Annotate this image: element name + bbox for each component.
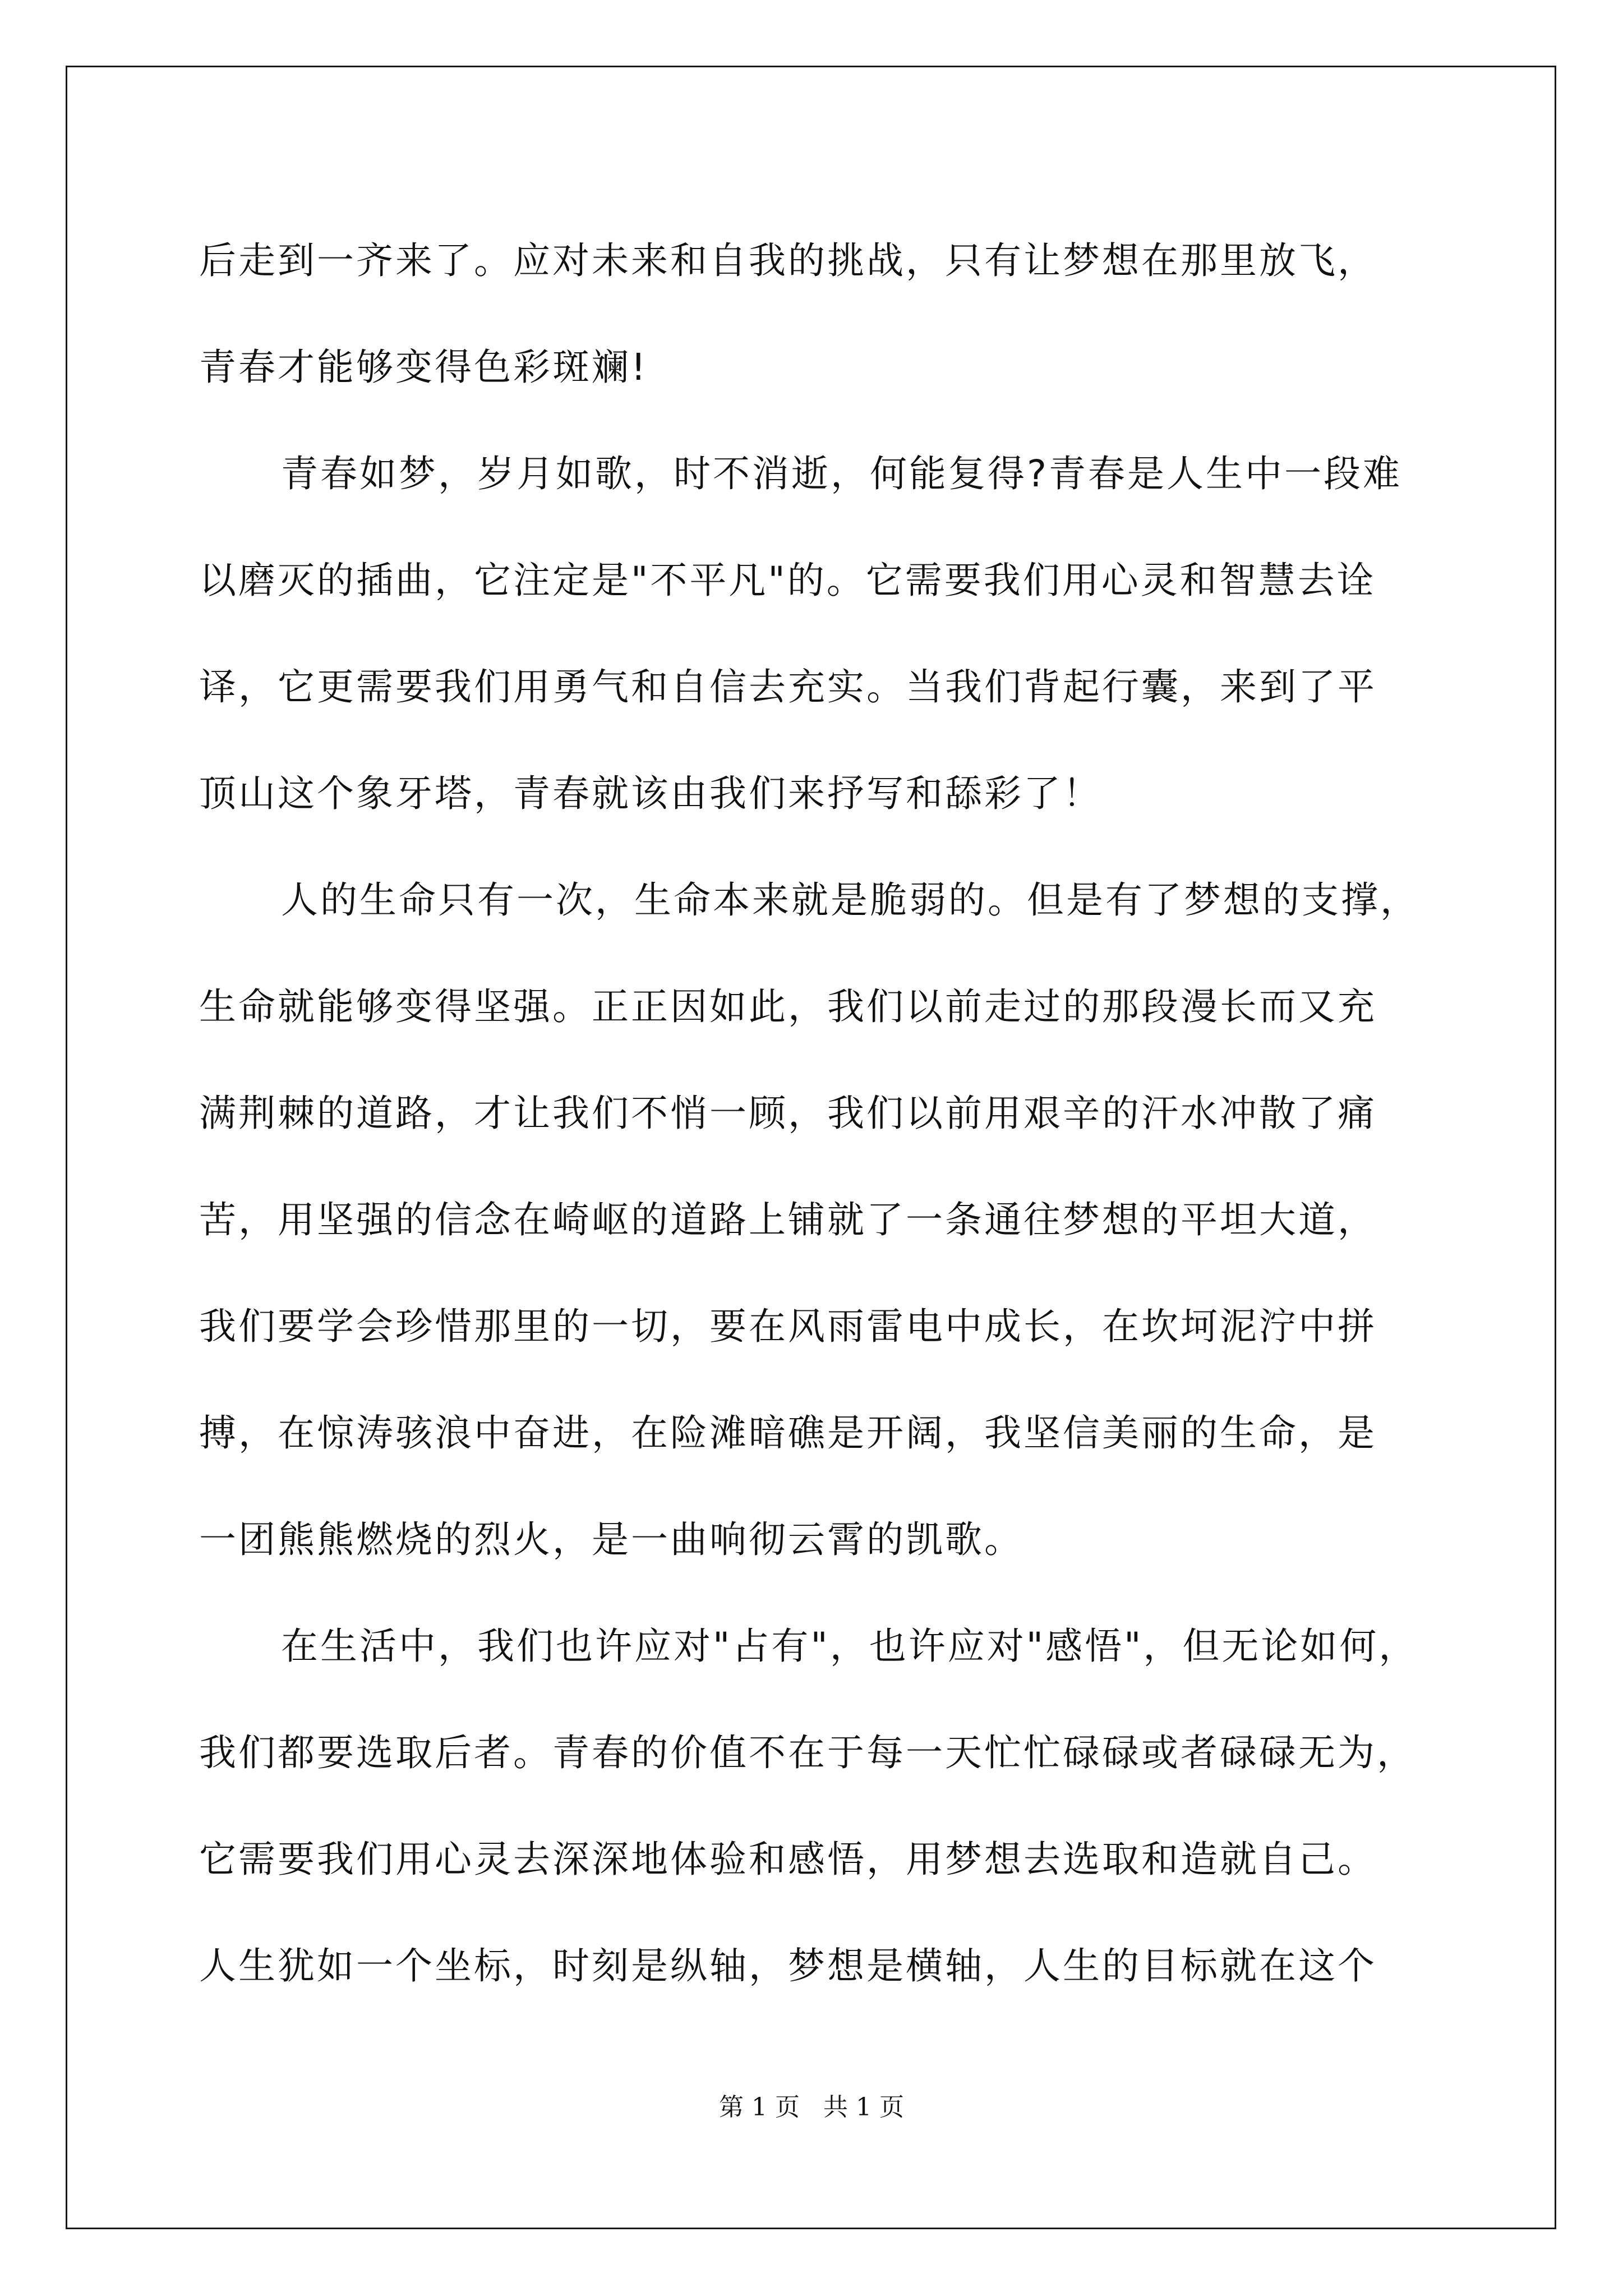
text-line: 以磨灭的插曲，它注定是"不平凡"的。它需要我们用心灵和智慧去诠: [199, 559, 1376, 602]
page-footer: [0, 2087, 1623, 2123]
text-line: 搏，在惊涛骇浪中奋进，在险滩暗礁是开阔，我坚信美丽的生命，是: [199, 1411, 1377, 1455]
text-line: 后走到一齐来了。应对未来和自我的挑战，只有让梦想在那里放飞，: [199, 239, 1377, 282]
text-line: 我们要学会珍惜那里的一切，要在风雨雷电中成长，在坎坷泥泞中拼: [199, 1305, 1377, 1348]
text-line: 满荆棘的道路，才让我们不悄一顾，我们以前用艰辛的汗水冲散了痛: [199, 1092, 1377, 1135]
text-line: 人生犹如一个坐标，时刻是纵轴，梦想是横轴，人生的目标就在这个: [199, 1944, 1377, 1987]
paragraph-first-line: 人的生命只有一次，生命本来就是脆弱的。但是有了梦想的支撑，: [281, 878, 1419, 922]
text-line: 译，它更需要我们用勇气和自信去充实。当我们背起行囊，来到了平: [199, 665, 1377, 708]
document-body: [199, 208, 1433, 2019]
text-line: 我们都要选取后者。青春的价值不在于每一天忙忙碌碌或者碌碌无为，: [199, 1731, 1416, 1774]
page-number: 第 1 页: [719, 2093, 800, 2122]
text-line: 它需要我们用心灵去深深地体验和感悟，用梦想去选取和造就自己。: [199, 1838, 1377, 1881]
text-line: 顶山这个象牙塔，青春就该由我们来抒写和舔彩了！: [199, 772, 1102, 815]
paragraph-first-line: 在生活中，我们也许应对"占有"，也许应对"感悟"，但无论如何，: [281, 1625, 1418, 1668]
text-line: 生命就能够变得坚强。正正因如此，我们以前走过的那段漫长而又充: [199, 985, 1377, 1028]
text-line: 一团熊熊燃烧的烈火，是一曲响彻云霄的凯歌。: [199, 1518, 1023, 1561]
page-total: 共 1 页: [823, 2093, 904, 2122]
text-line: 青春才能够变得色彩斑斓!: [199, 346, 648, 389]
footer-spacer: [800, 2093, 823, 2122]
text-line: 苦，用坚强的信念在崎岖的道路上铺就了一条通往梦想的平坦大道，: [199, 1198, 1377, 1241]
paragraph-first-line: 青春如梦，岁月如歌，时不消逝，何能复得?青春是人生中一段难: [281, 452, 1403, 495]
